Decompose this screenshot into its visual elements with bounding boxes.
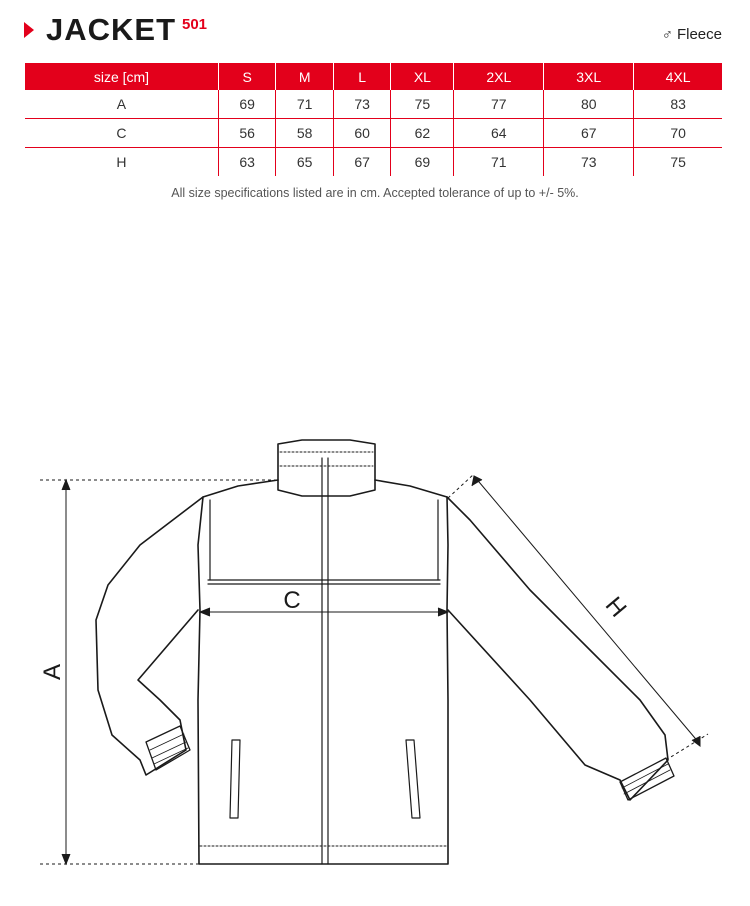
table-cell: 71	[454, 148, 544, 177]
collar	[278, 440, 375, 496]
table-cell: 67	[544, 119, 634, 148]
column-header: 3XL	[544, 63, 634, 90]
table-cell: 83	[634, 90, 722, 119]
male-icon: ♂	[661, 26, 673, 43]
table-cell: 62	[391, 119, 454, 148]
dimension-c	[200, 608, 448, 616]
table-cell: 64	[454, 119, 544, 148]
table-cell: 75	[634, 148, 722, 177]
column-header: S	[218, 63, 276, 90]
right-cuff	[620, 758, 674, 800]
dimension-h	[448, 474, 708, 760]
table-cell: 56	[218, 119, 276, 148]
table-cell: C	[25, 119, 218, 148]
table-cell: 67	[333, 148, 391, 177]
tolerance-note: All size specifications listed are in cm. Accepted tolerance of up to +/- 5%.	[171, 186, 579, 200]
left-sleeve	[96, 497, 203, 775]
column-header: L	[333, 63, 391, 90]
right-pocket	[406, 740, 420, 818]
left-cuff	[146, 726, 190, 770]
right-sleeve	[447, 497, 668, 800]
table-cell: 69	[391, 148, 454, 177]
table-cell: 73	[333, 90, 391, 119]
table-cell: H	[116, 154, 127, 170]
table-cell: 60	[333, 119, 391, 148]
table-cell: 75	[391, 90, 454, 119]
dimension-c-label: C	[283, 587, 301, 614]
dimension-a	[40, 480, 440, 864]
table-cell: 63	[218, 148, 276, 177]
table-cell: 58	[276, 119, 334, 148]
left-pocket	[230, 740, 240, 818]
table-cell: 70	[634, 119, 722, 148]
table-cell: 80	[544, 90, 634, 119]
jacket-body-outline	[198, 480, 448, 864]
model-number: 501	[182, 16, 208, 33]
column-header: XL	[391, 63, 454, 90]
dimension-a-label: A	[39, 663, 66, 681]
table-cell: 71	[276, 90, 334, 119]
table-cell: A	[25, 90, 218, 119]
dimension-h-label: H	[599, 591, 632, 623]
material-text: Fleece	[676, 26, 722, 43]
table-cell: 69	[218, 90, 276, 119]
column-header: M	[276, 63, 334, 90]
column-header: size [cm]	[25, 63, 218, 90]
column-header: 2XL	[454, 63, 544, 90]
table-cell: 65	[276, 148, 334, 177]
product-title: JACKET	[46, 12, 177, 47]
table-cell: 77	[454, 90, 544, 119]
yoke-seam	[208, 580, 440, 584]
column-header: 4XL	[634, 63, 722, 90]
table-cell: 73	[544, 148, 634, 177]
